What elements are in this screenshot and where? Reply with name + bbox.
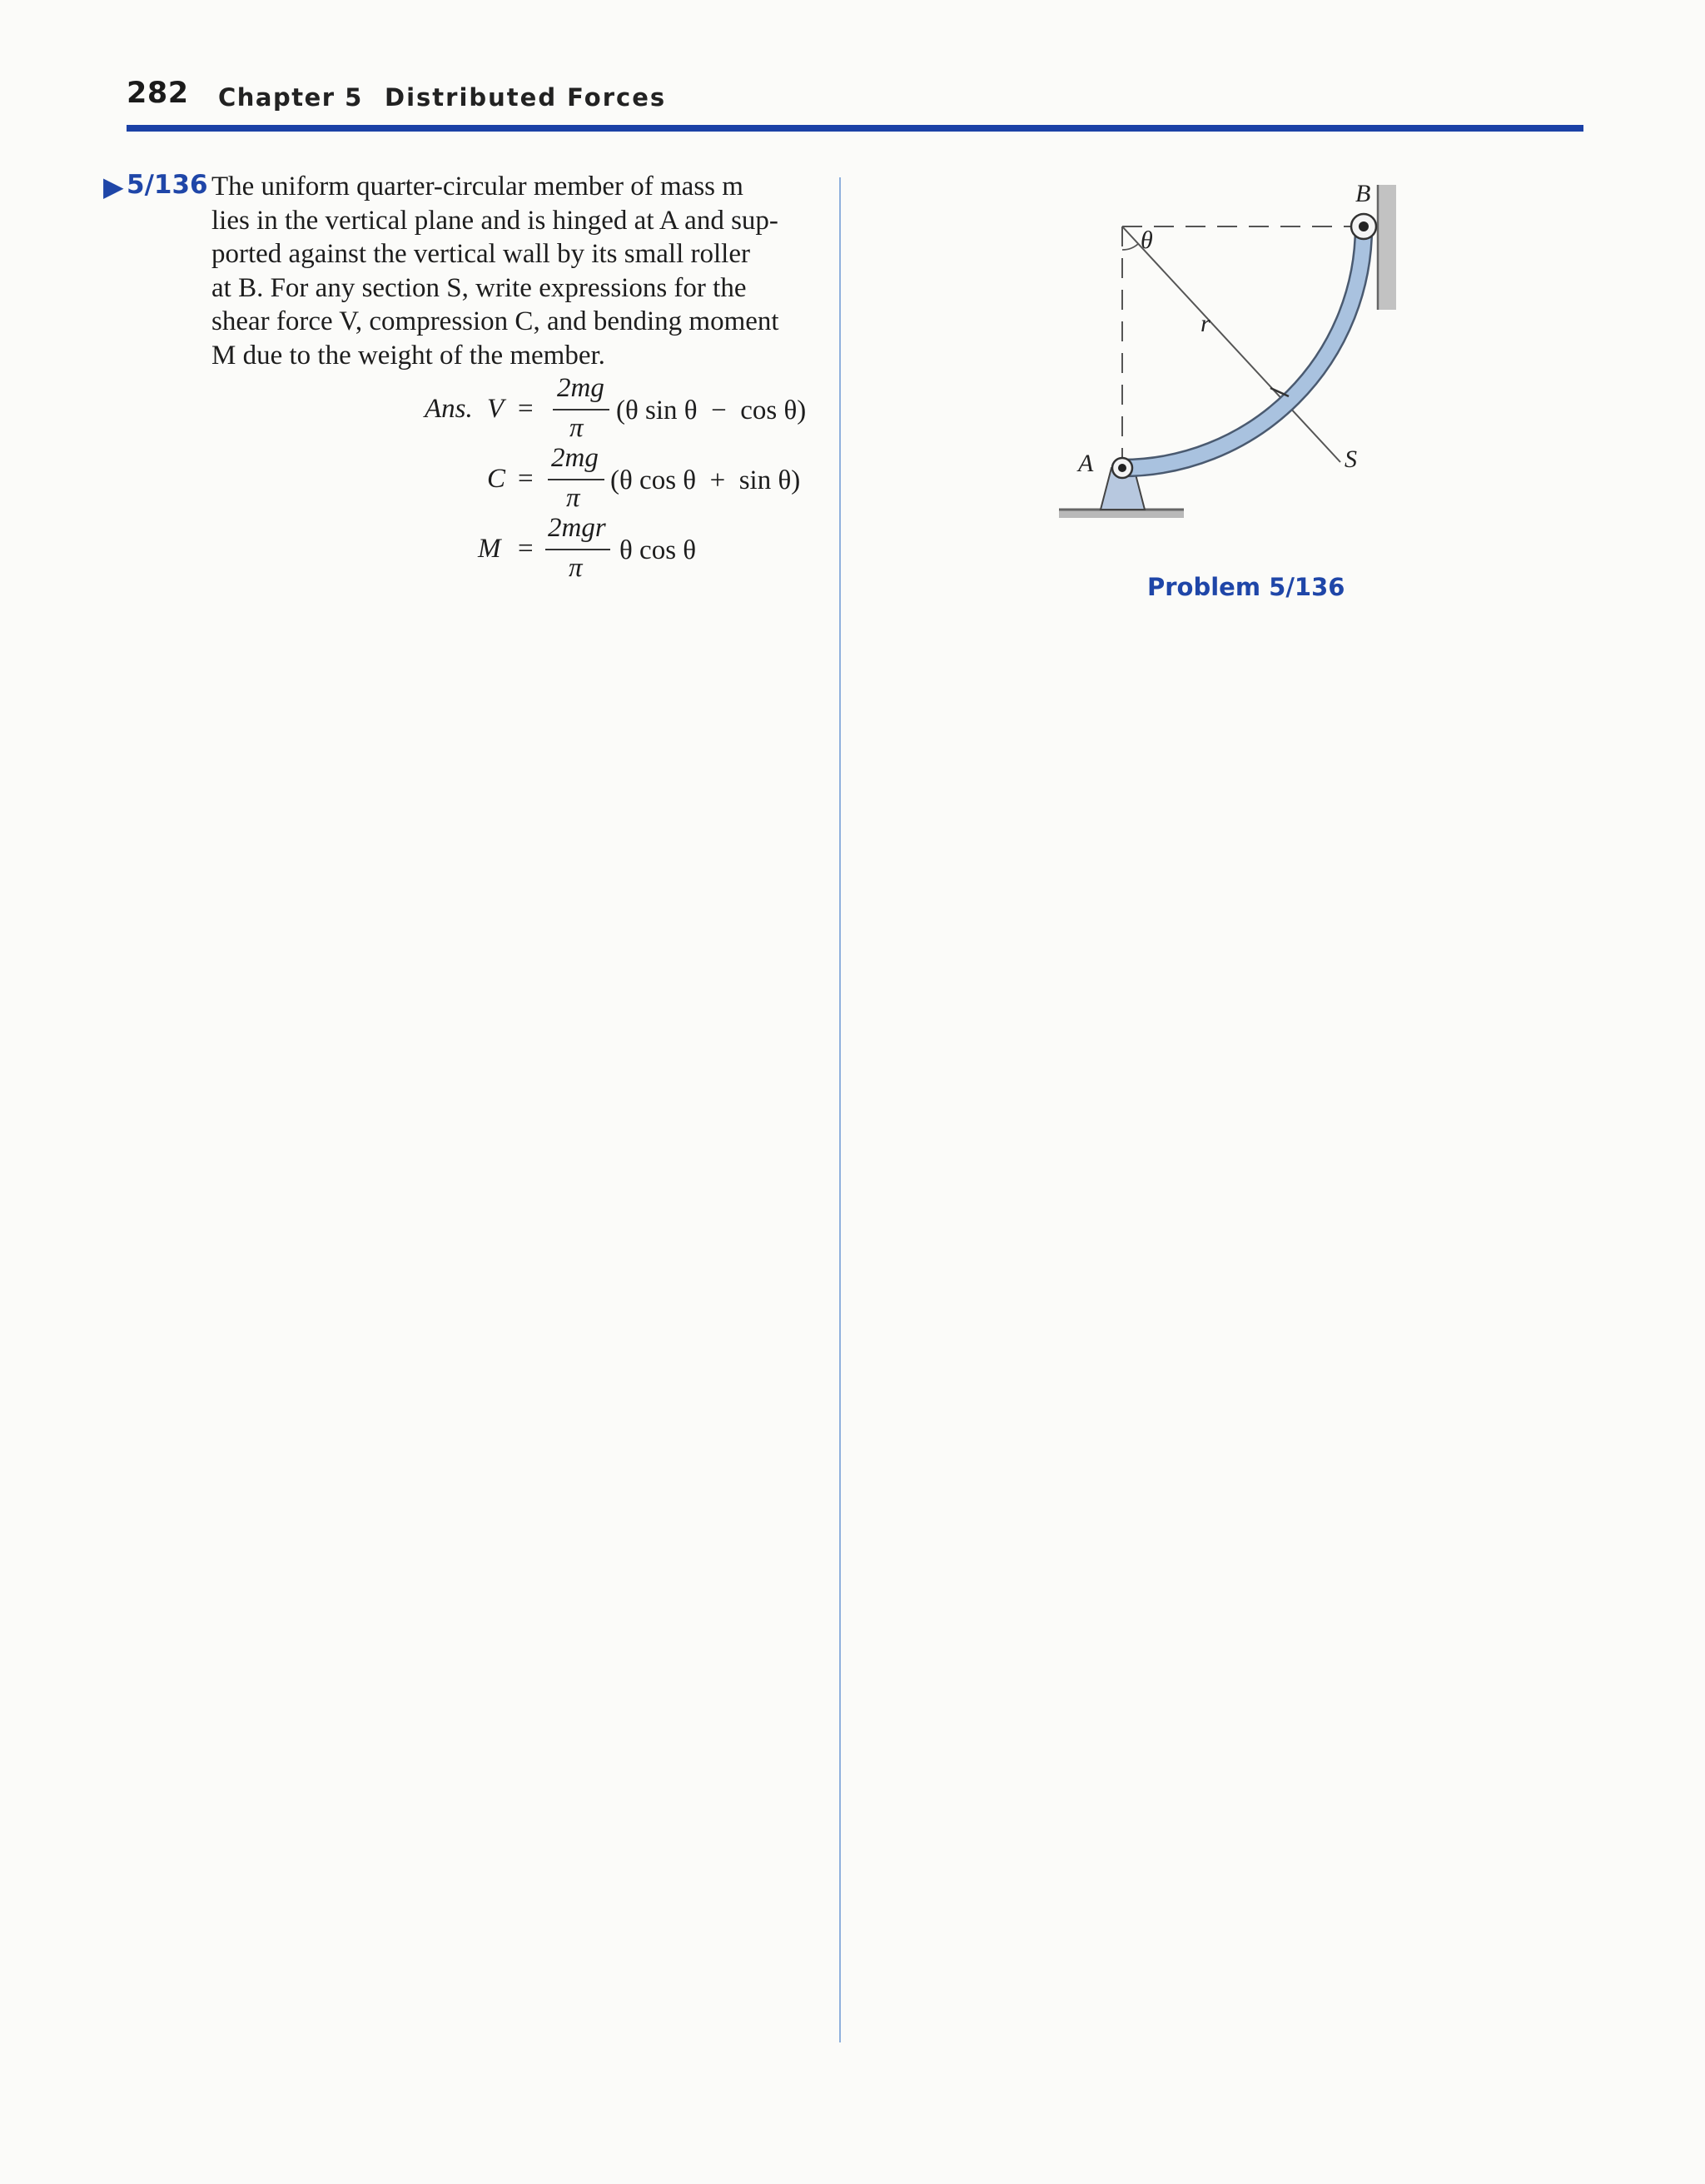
fraction-bar xyxy=(548,479,604,480)
header-rule xyxy=(127,125,1583,132)
label-section-s: S xyxy=(1345,445,1357,473)
answer-variable: M xyxy=(478,534,501,564)
answer-variable: V xyxy=(487,394,505,424)
problem-line: lies in the vertical plane and is hinged at A and sup- xyxy=(211,205,778,236)
problem-line: M due to the weight of the member. xyxy=(211,340,605,371)
answer-denominator: π xyxy=(569,413,584,443)
answer-numerator: 2mg xyxy=(551,443,599,473)
answer-equals: = xyxy=(518,394,534,424)
problem-statement xyxy=(211,170,819,372)
column-divider xyxy=(839,177,841,2042)
figure-caption: Problem 5/136 xyxy=(1147,573,1345,601)
wall xyxy=(1378,185,1396,310)
answer-equals: = xyxy=(518,534,534,564)
answer-denominator: π xyxy=(569,553,583,583)
answer-numerator: 2mgr xyxy=(548,513,606,543)
problem-line: The uniform quarter-circular member of mass m xyxy=(211,172,743,201)
page-number: 282 xyxy=(127,77,189,110)
page-header xyxy=(0,0,1705,142)
label-angle-theta: θ xyxy=(1141,226,1153,254)
fraction-bar xyxy=(545,549,610,550)
chapter-title: Distributed Forces xyxy=(385,83,667,112)
label-radius-r: r xyxy=(1200,310,1210,337)
quarter-circular-member xyxy=(1122,226,1372,476)
answer-factor: (θ cos θ + sin θ) xyxy=(610,465,801,495)
problem-line: at B. For any section S, write expressions for the xyxy=(211,272,747,303)
angle-arc xyxy=(1122,244,1138,250)
answer-denominator: π xyxy=(566,483,580,513)
figure-drawing xyxy=(1041,167,1424,533)
figure-quarter-circle-member xyxy=(1041,167,1424,533)
answer-factor: θ cos θ xyxy=(619,535,697,565)
answer-prefix: Ans. xyxy=(425,394,473,424)
hinge-pin-center xyxy=(1118,464,1126,472)
answer-numerator: 2mg xyxy=(557,373,604,403)
fraction-bar xyxy=(553,409,609,410)
label-point-a: A xyxy=(1078,450,1094,477)
label-point-b: B xyxy=(1355,180,1371,207)
problem-line: ported against the vertical wall by its small roller xyxy=(211,239,750,269)
radius-line xyxy=(1122,226,1340,462)
problem-arrow-icon: ▶ xyxy=(103,171,124,202)
roller-center xyxy=(1359,221,1369,231)
problem-line: shear force V, compression C, and bending moment xyxy=(211,306,779,336)
answer-factor: (θ sin θ − cos θ) xyxy=(616,396,807,425)
answer-equals: = xyxy=(518,464,534,494)
answer-variable: C xyxy=(487,464,506,494)
problem-number: 5/136 xyxy=(127,170,208,200)
chapter-label: Chapter 5 xyxy=(218,83,363,112)
